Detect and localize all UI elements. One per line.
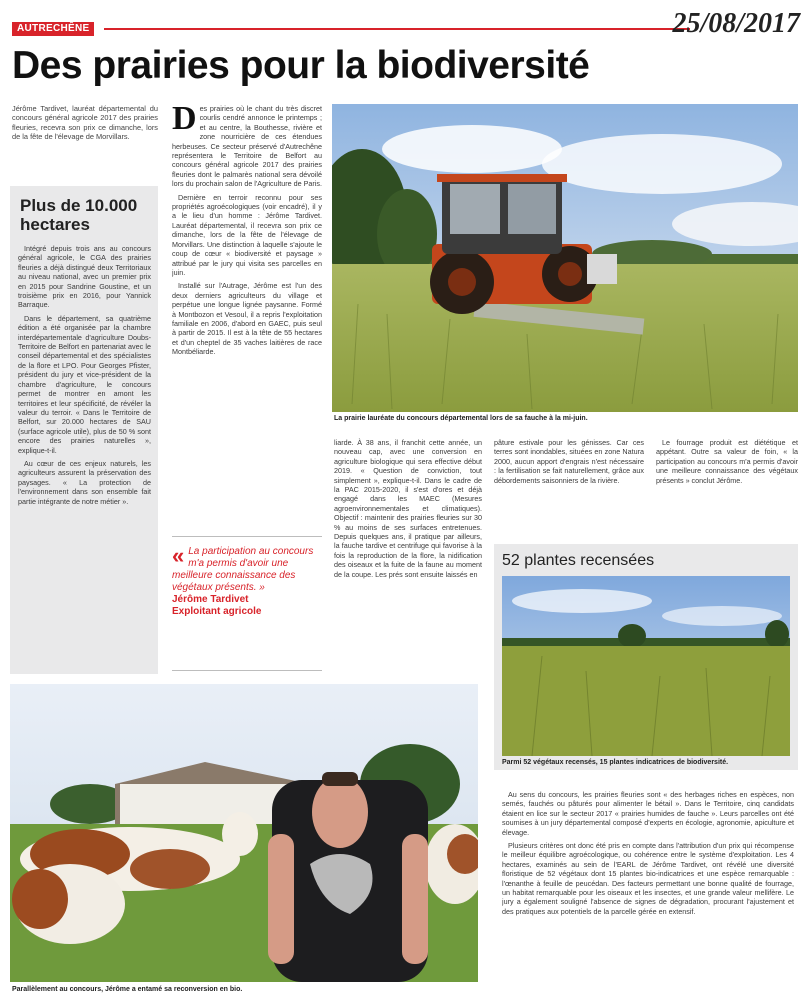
sidebar-text [18, 244, 151, 670]
sidebar-paragraph: Intégré depuis trois ans au concours général agricole, le CGA des prairies fleuries a déjà distingué deux Territoriaux au niveau national, avec un premier prix en 2015 pour Sandrine Goustine, et un troisième prix en 2016, pour Yannick Barraque. [18, 244, 151, 310]
article-column-2 [172, 104, 322, 524]
quote-rule-bottom [172, 670, 322, 671]
photo-tractor-caption: La prairie lauréate du concours départemental lors de sa fauche à la mi-juin. [334, 415, 588, 422]
meadow-photo-illustration [502, 576, 790, 756]
plants-paragraph: Plusieurs critères ont donc été pris en compte dans l'attribution d'un prix qui récompense le meilleur équilibre agroécologique, ou cohérence entre le système d'exploitation. Les 4 hectares, examinés au sein de l'EARL de Jérôme Tardivet, ont révélé une diversité floristique de 52 végétaux dont 15 plantes bio-indicatrices et une espèce remarquable : l'œnanthe à feuille de peucédan. Des facteurs permettant une bonne qualité de fourrage, un habitat remarquable pour les oiseaux et les insectes, et une grande valeur mellifère. Le jury a également souligné l'absence de signes de dégradation, procurant l'ajustement et des pratiques aux potentiels de la parcelle gérée en extensif. [502, 841, 794, 916]
photo-meadow-caption: Parmi 52 végétaux recensés, 15 plantes indicatrices de biodiversité. [502, 759, 729, 766]
section-rubric: AUTRECHÊNE [12, 22, 94, 36]
sidebar-paragraph: Au cœur de ces enjeux naturels, les agriculteurs assurent la préservation des paysages. « La protection de l'environnement dans son ensemble fait partie intégrante de notre métier ». [18, 458, 151, 506]
article-column-4: pâture estivale pour les génisses. Car ces terres sont inondables, situées en zone Natura 2000, aucun apport d'engrais n'est nécessaire : la fertilisation se fait naturellement, grâce aux débordements saisonniers de la rivière. [494, 438, 644, 485]
photo-tractor [332, 104, 798, 412]
header-rule [104, 28, 690, 30]
quote-mark-icon: « [172, 543, 185, 568]
tractor-photo-illustration [332, 104, 798, 412]
drop-cap: D [172, 104, 197, 137]
plants-box-text [502, 790, 794, 996]
quote-author-role: Exploitant agricole [172, 606, 262, 617]
quote-text: La participation au concours m'a permis d'avoir une meilleure connaissance des végétaux présents. » [172, 546, 314, 593]
photo-farmer-caption: Parallèlement au concours, Jérôme a entamé sa reconversion en bio. [12, 986, 243, 993]
farmer-photo-illustration [10, 684, 478, 982]
quote-author: Jérôme Tardivet [172, 594, 249, 605]
article-lede: Jérôme Tardivet, lauréat départemental du concours général agricole 2017 des prairies fleuries, recevra son prix ce dimanche, lors de la fête de l'élevage de Morvillars. [12, 104, 158, 142]
publication-date: 25/08/2017 [672, 8, 800, 39]
quote-rule-top [172, 536, 322, 537]
page-title: Des prairies pour la biodiversité [12, 44, 590, 87]
article-paragraph: Installé sur l'Autrage, Jérôme est l'un des deux derniers agriculteurs du village et perpétue une longue lignée paysanne. Formé à Montbozon et Vesoul, il a repris l'exploitation familiale en 2006, d'abord en GAEC, puis seul à partir de 2015. Il est à la tête de 55 hectares et d'un cheptel de 35 vaches laitières de race Montbéliarde. [172, 281, 322, 357]
plants-paragraph: Au sens du concours, les prairies fleuries sont « des herbages riches en espèces, non semés, fauchés ou pâturés pour alimenter le bétail ». Dans le Territoire, cinq candidats étaient en lice sur le secteur 2017 « prairies humides de fauche ». Leurs parcelles ont été soumises à un jury départemental composé d'experts en écologie, agronomie, apiculture et élevage. [502, 790, 794, 837]
photo-farmer [10, 684, 478, 982]
sidebar-box [10, 186, 158, 674]
sidebar-heading: Plus de 10.000 hectares [20, 196, 138, 234]
article-column-5: Le fourrage produit est diététique et appétant. Outre sa valeur de foin, « la participation au concours m'a permis d'avoir une meilleure connaissance des végétaux présents » conclut Jérôme. [656, 438, 798, 485]
article-paragraph: Dernière en terroir reconnu pour ses propriétés agroécologiques (voir encadré), il y a le lieu d'un homme : Jérôme Tardivet. Lauréat départemental, il recevra son prix ce dimanche, lors de la fête de l'élevage de Morvillars. Une distinction à laquelle s'ajoute le coup de cœur « biodiversité et paysage » attribué par le jury qui visita ses parcelles en juin. [172, 192, 322, 277]
plants-box-heading: 52 plantes recensées [502, 552, 655, 569]
sidebar-paragraph: Dans le département, sa quatrième édition a été organisée par la chambre interdépartementale d'agriculture Doubs-Territoire de Belfort en partenariat avec le conseil départemental et des spécialistes de la flore et LPO. Pour Georges Pfister, président du jury et vice-président de la chambre d'agriculture, le concours permet de montrer en amont les territoires et leur spécificité, de révéler la valeur du terroir. « Dans le Territoire de Belfort, sur 20.000 hectares de SAU (surface agricole utile), plus de 50 % sont encore des prairies naturelles », explique-t-il. [18, 313, 151, 455]
article-column-3: liarde. À 38 ans, il franchit cette année, un nouveau cap, avec une conversion en agriculture biologique qui sera effective début 2019. « Question de conviction, tout simplement », explique-t-il. Dans le cadre de la PAC 2015-2020, il s'est d'ores et déjà engagé dans les MAEC (Mesures agroenvironnementales et climatiques). Objectif : maintenir des prairies fleuries sur 30 % au moins de ses surfaces entretenues. Depuis quelques ans, il pratique par ailleurs, la fauche tardive et centrifuge qui favorise à la fois la reproduction de la flore, la nidification des oiseaux et la fuite de la faune au moment de la coupe. Les prés sont ensuite laissés en [334, 438, 482, 579]
pull-quote [172, 543, 322, 618]
photo-meadow [502, 576, 790, 756]
article-paragraph: es prairies où le chant du très discret courlis cendré annonce le printemps ; et au centre, la Bouthesse, rivière et zone nourricière de ces étendues herbeuses. Ce secteur préservé d'Autrechêne représentera le Territoire de Belfort au concours général agricole 2017 des prairies fleuries dont le palmarès national sera dévoilé lors du prochain salon de l'Agriculture de Paris. [172, 104, 322, 189]
